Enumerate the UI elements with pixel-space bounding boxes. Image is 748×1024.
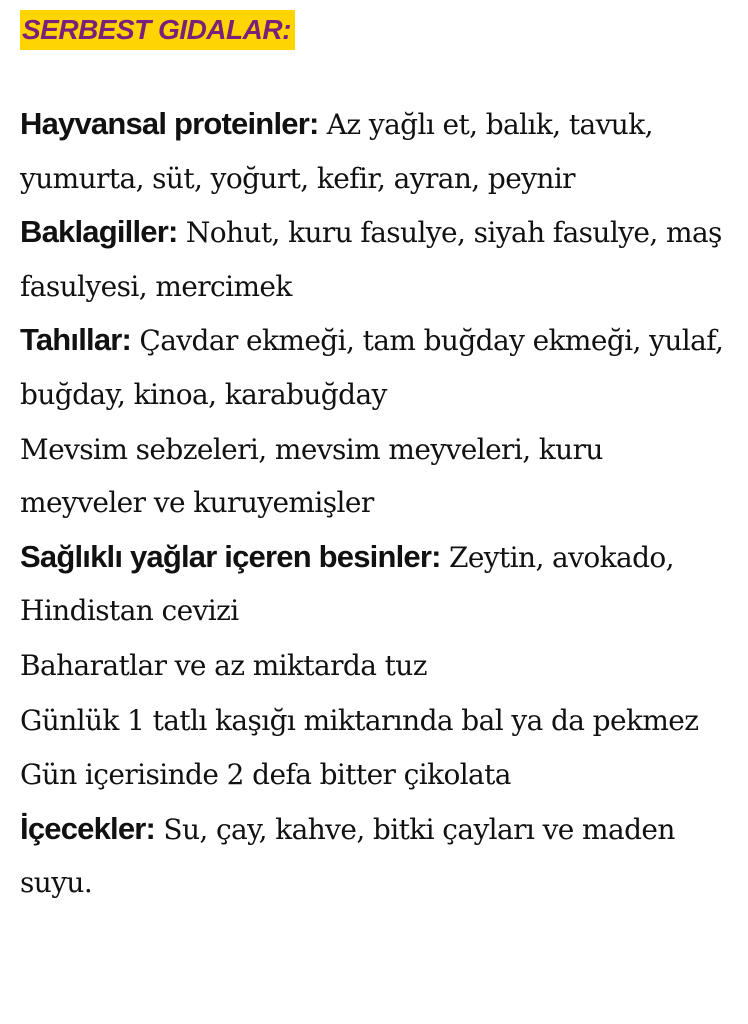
list-item-beverages — [20, 802, 736, 910]
article — [20, 10, 736, 910]
item-text: Çavdar ekmeği, tam buğday ekmeği, yulaf, buğday, kinoa, karabuğday — [20, 324, 724, 411]
list-item-animal-proteins — [20, 97, 736, 205]
list-item-honey — [20, 693, 736, 748]
item-label: Baklagiller: — [20, 214, 178, 250]
food-list — [20, 97, 736, 910]
item-text: Mevsim sebzeleri, mevsim meyveleri, kuru meyveler ve kuruyemişler — [20, 432, 603, 520]
item-label: Hayvansal proteinler: — [20, 106, 319, 141]
item-label: Tahıllar: — [20, 322, 132, 358]
item-text: Baharatlar ve az miktarda tuz — [20, 648, 427, 682]
list-item-grains — [20, 313, 736, 421]
list-item-legumes — [20, 205, 736, 313]
item-text: Az yağlı et, balık, tavuk, yumurta, süt, yoğurt, kefir, ayran, peynir — [20, 108, 653, 195]
list-item-chocolate — [20, 747, 736, 802]
item-text: Su, çay, kahve, bitki çayları ve maden suyu. — [20, 812, 675, 900]
item-text: Günlük 1 tatlı kaşığı miktarında bal ya da pekmez — [20, 703, 699, 737]
list-item-produce — [20, 422, 736, 530]
item-label: Sağlıklı yağlar içeren besinler: — [20, 538, 441, 574]
list-item-healthy-fats — [20, 530, 736, 638]
item-text: Gün içerisinde 2 defa bitter çikolata — [20, 758, 511, 792]
item-text: Zeytin, avokado, Hindistan cevizi — [20, 540, 674, 628]
item-text: Nohut, kuru fasulye, siyah fasulye, maş fasulyesi, mercimek — [20, 216, 722, 303]
item-label: İçecekler: — [20, 810, 156, 846]
list-item-spices — [20, 638, 736, 693]
section-heading: SERBEST GIDALAR: — [20, 10, 295, 50]
